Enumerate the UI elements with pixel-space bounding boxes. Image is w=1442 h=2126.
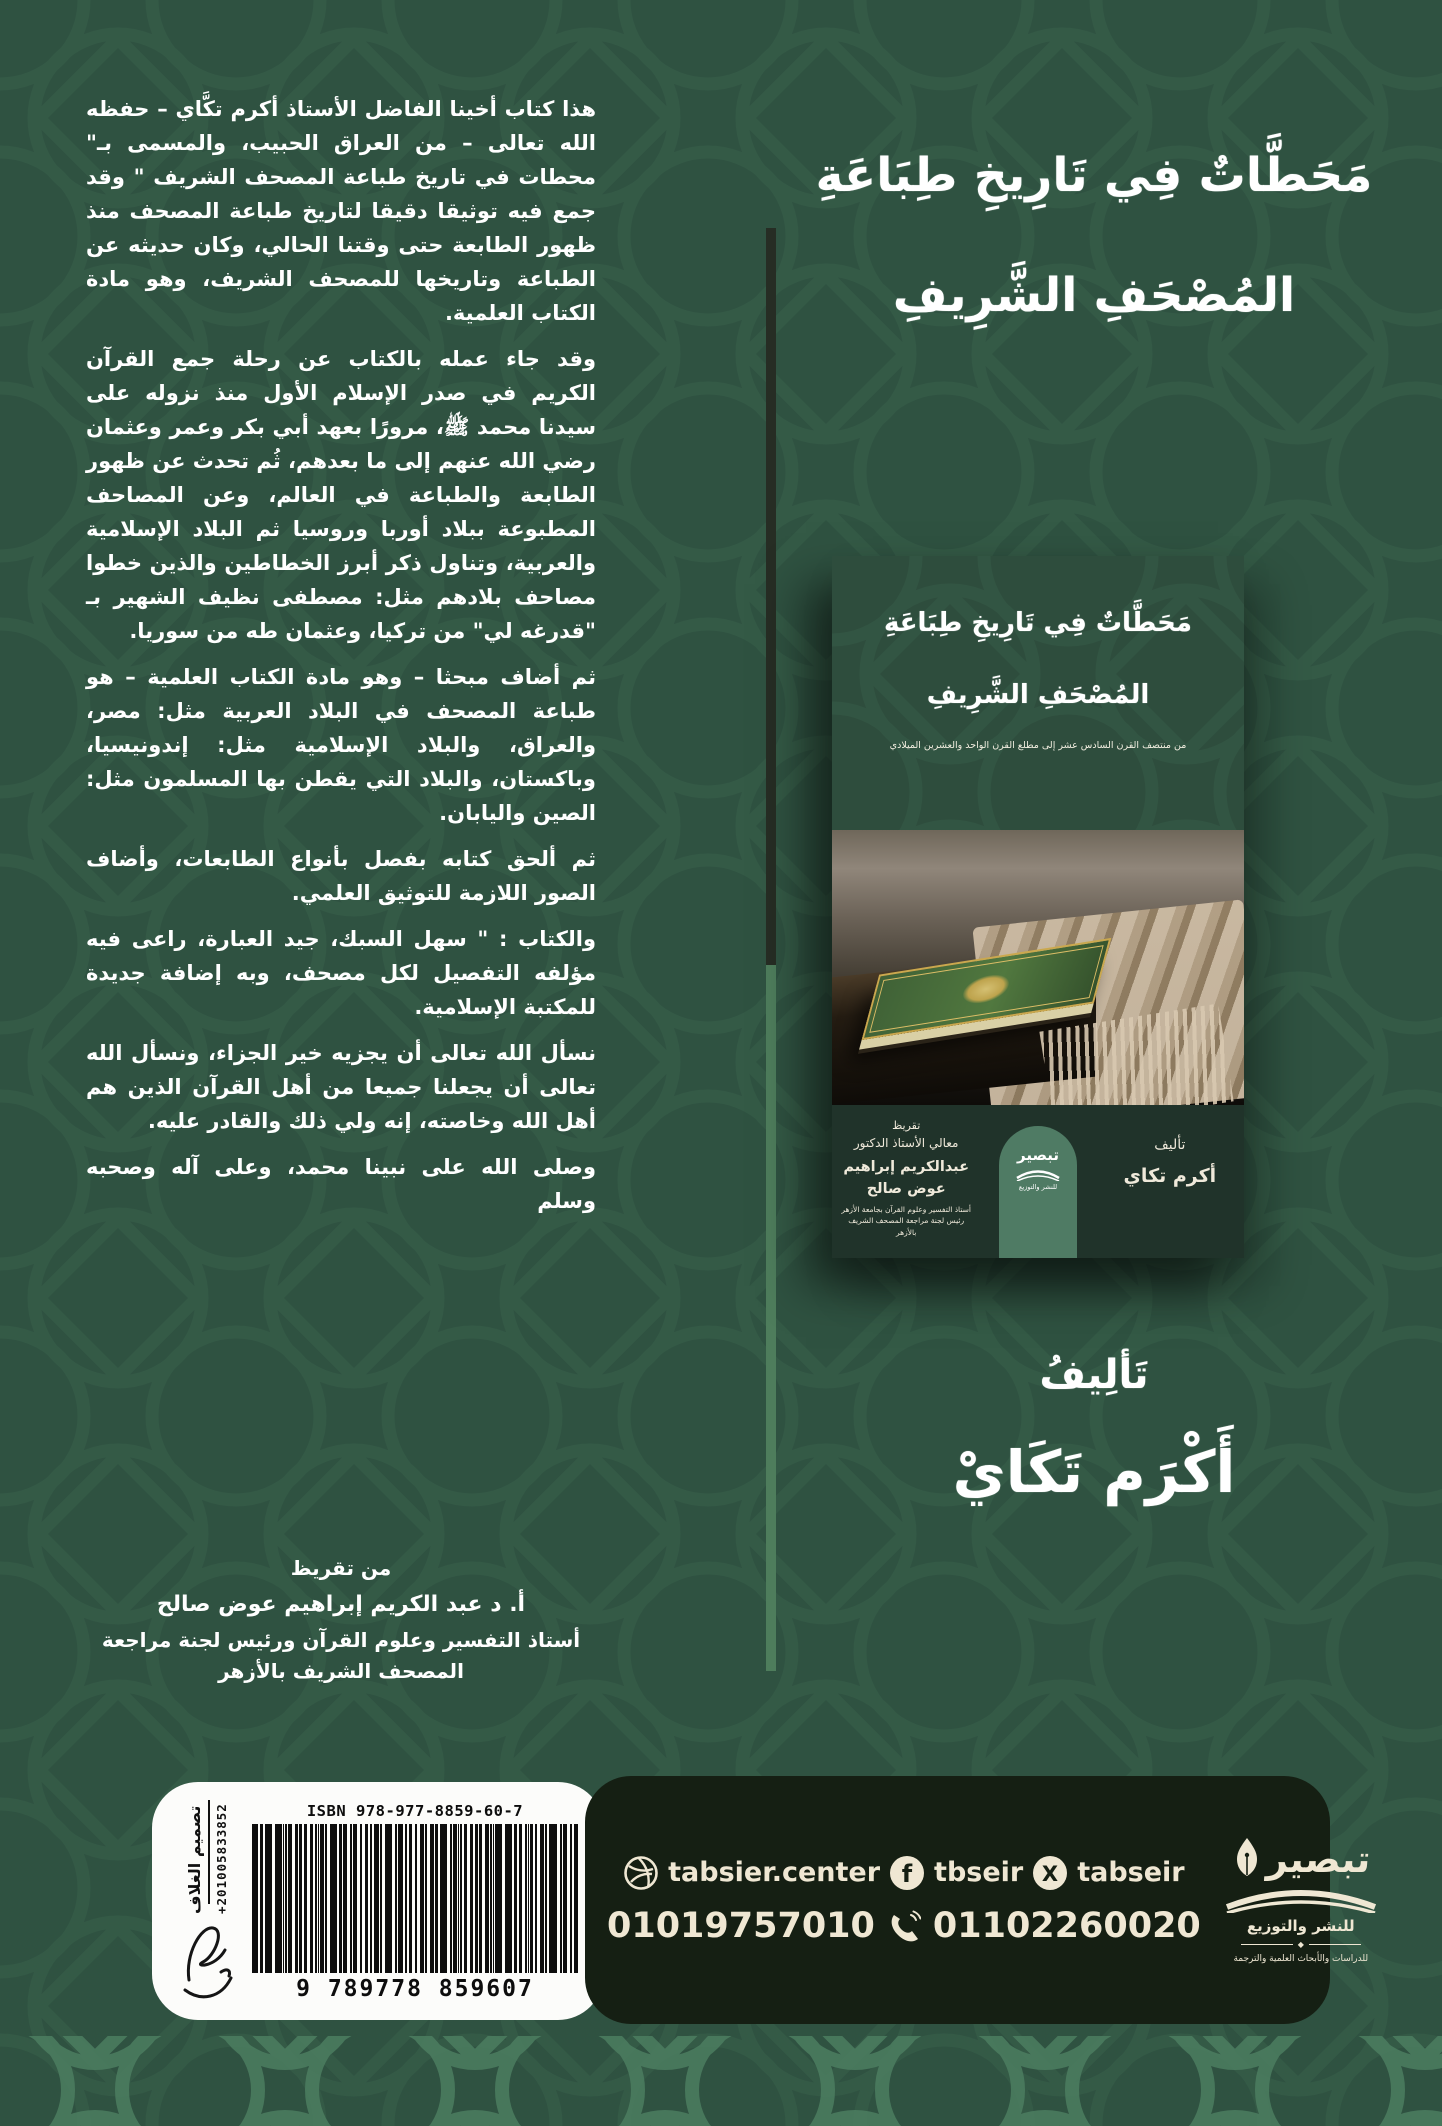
pen-nib-icon: [1232, 1837, 1262, 1881]
svg-text:f: f: [901, 1859, 913, 1888]
facebook-handle: tbseir: [934, 1857, 1024, 1888]
publisher-ornament-divider: ◆: [1221, 1941, 1381, 1949]
publisher-tagline: للدراسات والأبحاث العلمية والترجمة: [1233, 1953, 1369, 1964]
phone-number-2: 01102260020: [932, 1905, 1201, 1946]
description-paragraph: وقد جاء عمله بالكتاب عن رحلة جمع القرآن الكريم في صدر الإسلام الأول منذ نزوله على سيدنا محمد ﷺ، مرورًا بعهد أبي بكر وعمر وعثمان رضي الله عنهم إلى ما بعدهم، ثُم تحدث عن ظهور الطابعة والطباعة في العالم، وعن المصاحف المطبوعة ببلاد أوربا وروسيا ثم البلاد الإسلامية والعربية، وتناول ذكر أبرز الخطاطين والذين خطوا مصاحف بلادهم مثل: مصطفى نظيف الشهير بـ "قدرغه لي" من تركيا، وعثمان طه من سوريا.: [86, 347, 596, 644]
isbn-barcode-block: [252, 1802, 578, 2002]
publisher-logo-block: [1221, 1837, 1381, 1964]
open-book-icon: [1014, 1167, 1062, 1181]
barcode-bars: [252, 1824, 578, 1973]
social-handles-row: [623, 1855, 1185, 1891]
author-calligraphy-block: [798, 1352, 1390, 1506]
vertical-divider-light: [766, 965, 776, 1671]
bottom-pattern-band: [0, 2036, 1442, 2126]
vertical-divider-dark: [766, 228, 776, 965]
cover-taqriz-honorific: معالي الأستاذ الدكتور: [853, 1136, 959, 1151]
dribbble-icon: [623, 1855, 659, 1891]
author-label: تَألِيفُ: [1039, 1352, 1149, 1398]
description-paragraph: وصلى الله على نبينا محمد، وعلى آله وصحبه وسلم: [86, 1155, 596, 1214]
cover-designer-credit: تصميم الغلاف: [185, 1805, 205, 1914]
cover-publisher-sub: للنشر والتوزيع: [1018, 1183, 1058, 1191]
book-title-line1: مَحَطَّاتٌ فِي تَارِيخِ طِبَاعَةِ: [815, 148, 1373, 203]
cover-publisher-arch-logo: [999, 1126, 1077, 1258]
cover-title-area: [832, 556, 1244, 830]
cover-subtitle: من منتصف القرن السادس عشر إلى مطلع القرن الواحد والعشرين الميلادي: [889, 740, 1187, 751]
x-twitter-icon: [1032, 1855, 1068, 1891]
cover-title-line1: مَحَطَّاتٌ فِي تَارِيخِ طِبَاعَةِ: [884, 608, 1192, 638]
description-paragraph: نسأل الله تعالى أن يجزيه خير الجزاء، ونسأل الله تعالى أن يجعلنا جميعا من أهل القرآن الذين هم أهل الله وخاصته، إنه ولي ذلك والقادر عليه.: [86, 1041, 596, 1134]
commendation-signature-block: [86, 1556, 596, 1687]
cover-author-credit: [1096, 1105, 1244, 1258]
barcode-panel: [152, 1782, 604, 2020]
cover-commendation-credit: [832, 1105, 980, 1258]
front-cover-thumbnail: [832, 556, 1244, 1258]
phone-numbers-row: [607, 1906, 1201, 1946]
commendation-author-role: أستاذ التفسير وعلوم القرآن ورئيس لجنة مراجعة: [101, 1628, 581, 1652]
svg-text:X: X: [1042, 1861, 1059, 1886]
cover-taqriz-label: تقريظ: [892, 1119, 921, 1132]
calligraphic-signature-icon: [175, 1916, 239, 2002]
quran-photo: [832, 830, 1244, 1105]
cover-taqriz-name: عبدالكريم إبراهيم عوض صالح: [843, 1158, 970, 1198]
commendation-author-name: أ. د عبد الكريم إبراهيم عوض صالح: [156, 1592, 526, 1617]
phone-number-1: 01019757010: [607, 1905, 875, 1946]
back-cover-description: [86, 92, 596, 1230]
cover-author-label: تأليف: [1154, 1137, 1186, 1153]
isbn-digits: 9 789778 859607: [296, 1976, 534, 2002]
designer-divider-line: [208, 1800, 210, 1904]
author-name: أَكْرَم تَكَايْ: [952, 1438, 1236, 1506]
cover-author-name: أكرم تكاي: [1123, 1165, 1217, 1187]
commendation-intro: من تقريظ: [290, 1556, 392, 1580]
cover-publisher-name: تبصير: [1017, 1146, 1059, 1164]
publisher-sub: للنشر والتوزيع: [1246, 1916, 1355, 1935]
publisher-contact-panel: [585, 1776, 1372, 2024]
book-title-line2: المُصْحَفِ الشَّرِيفِ: [892, 267, 1296, 323]
publisher-name: تبصير: [1264, 1837, 1372, 1881]
isbn-label: ISBN 978-977-8859-60-7: [306, 1802, 524, 1820]
social-contact-block: [607, 1855, 1201, 1946]
description-paragraph: والكتاب : " سهل السبك، جيد العبارة، راعى فيه مؤلفه التفصيل لكل مصحف، وبه إضافة جديدة للمكتبة الإسلامية.: [86, 927, 596, 1020]
book-title-calligraphy: [798, 150, 1390, 321]
open-book-icon: [1221, 1883, 1381, 1913]
phone-icon: [887, 1909, 921, 1943]
description-paragraph: ثم أضاف مبحثا – وهو مادة الكتاب العلمية – هو طباعة المصحف في البلاد العربية مثل: مصر، والعراق، والبلاد الإسلامية مثل: إندونيسيا، وباكستان، والبلاد التي يقطن بها المسلمون مثل: الصين واليابان.: [86, 665, 596, 826]
commendation-author-role2: المصحف الشريف بالأزهر: [218, 1659, 464, 1683]
cover-title-line2: المُصْحَفِ الشَّرِيفِ: [926, 680, 1150, 710]
cover-taqriz-role2: رئيس لجنة مراجعة المصحف الشريف بالأزهر: [848, 1216, 965, 1237]
facebook-icon: [889, 1855, 925, 1891]
description-paragraph: هذا كتاب أخينا الفاضل الأستاذ أكرم تكَّاي – حفظه الله تعالى – من العراق الحبيب، والمسمى بـ" محطات في تاريخ طباعة المصحف الشريف " وقد جمع فيه توثيقا دقيقا لتاريخ طباعة المصحف منذ ظهور الطابعة حتى وقتنا الحالي، وكان حديثه عن الطباعة وتاريخها للمصحف الشريف، وهو مادة الكتاب العلمية.: [86, 97, 596, 326]
designer-phone: +201005833852: [213, 1803, 229, 1914]
cover-taqriz-role1: أستاذ التفسير وعلوم القرآن بجامعة الأزهر: [841, 1204, 971, 1214]
x-handle: tabseir: [1077, 1857, 1185, 1888]
description-paragraph: ثم ألحق كتابه بفصل بأنواع الطابعات، وأضاف الصور اللازمة للتوثيق العلمي.: [86, 847, 596, 906]
website-handle: tabsier.center: [668, 1857, 881, 1888]
cover-designer-block: [168, 1796, 246, 2006]
cover-credit-band: [832, 1105, 1244, 1258]
